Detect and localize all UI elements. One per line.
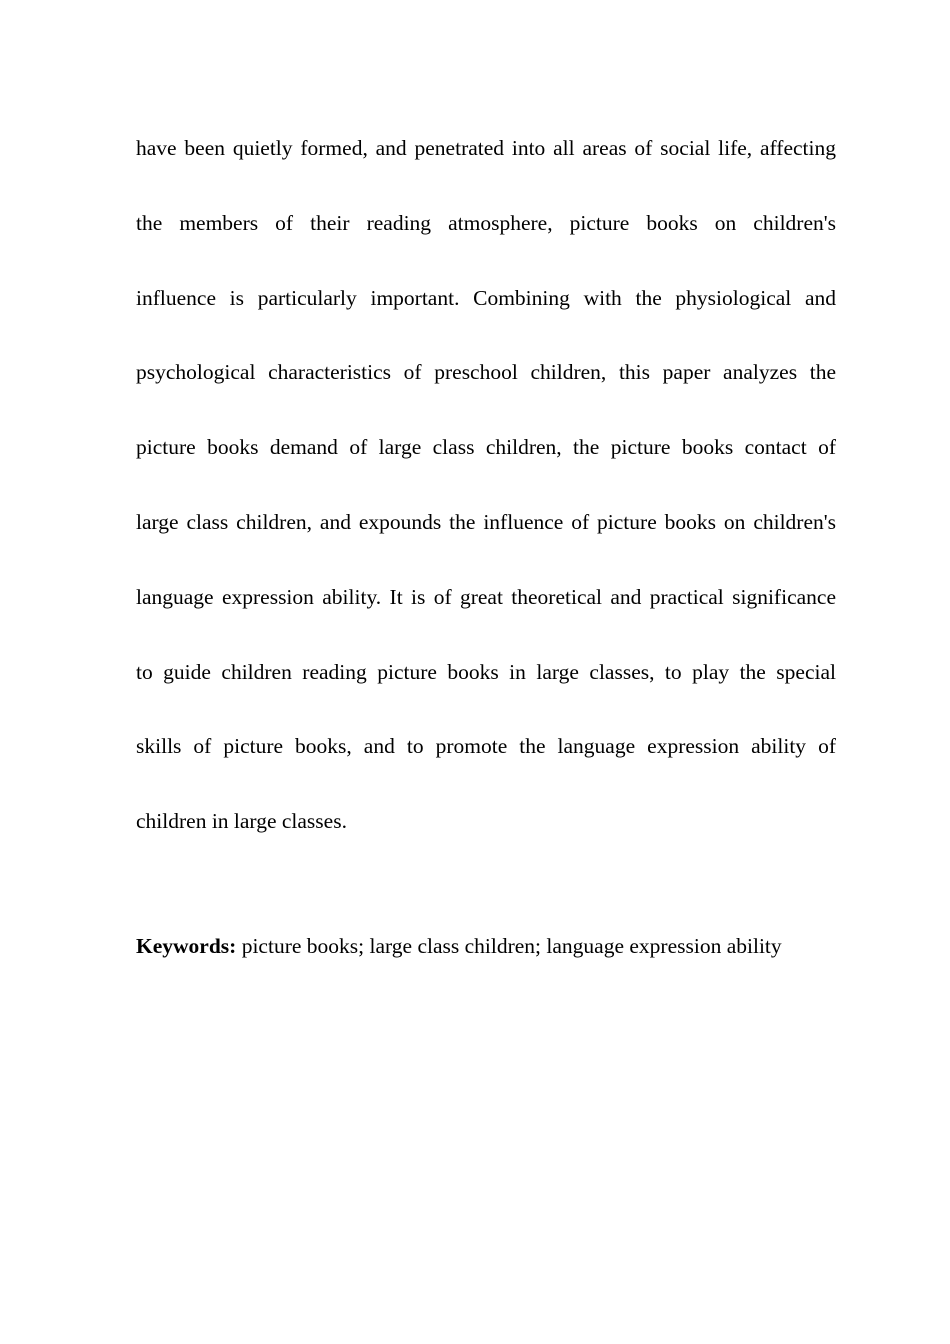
abstract-line: have been quietly formed, and penetrated into all areas of social life, affecting	[136, 136, 836, 160]
abstract-line: to guide children reading picture books in large classes, to play the special	[136, 659, 836, 684]
abstract-line: children in large classes.	[136, 809, 347, 834]
abstract-line: psychological characteristics of preschool children, this paper analyzes the	[136, 360, 836, 385]
abstract-line: influence is particularly important. Combining with the physiological and	[136, 285, 836, 310]
keywords-label: Keywords:	[136, 934, 237, 958]
abstract-line: large class children, and expounds the influence of picture books on children's	[136, 509, 836, 534]
abstract-line: language expression ability. It is of great theoretical and practical significance	[136, 584, 836, 609]
abstract-line: skills of picture books, and to promote the language expression ability of	[136, 734, 836, 759]
abstract-line: picture books demand of large class children, the picture books contact of	[136, 435, 836, 460]
keywords-line	[136, 928, 856, 964]
abstract-line: the members of their reading atmosphere, picture books on children's	[136, 210, 836, 235]
abstract-paragraph	[136, 130, 836, 878]
keywords-text: picture books; large class children; language expression ability	[236, 934, 782, 958]
